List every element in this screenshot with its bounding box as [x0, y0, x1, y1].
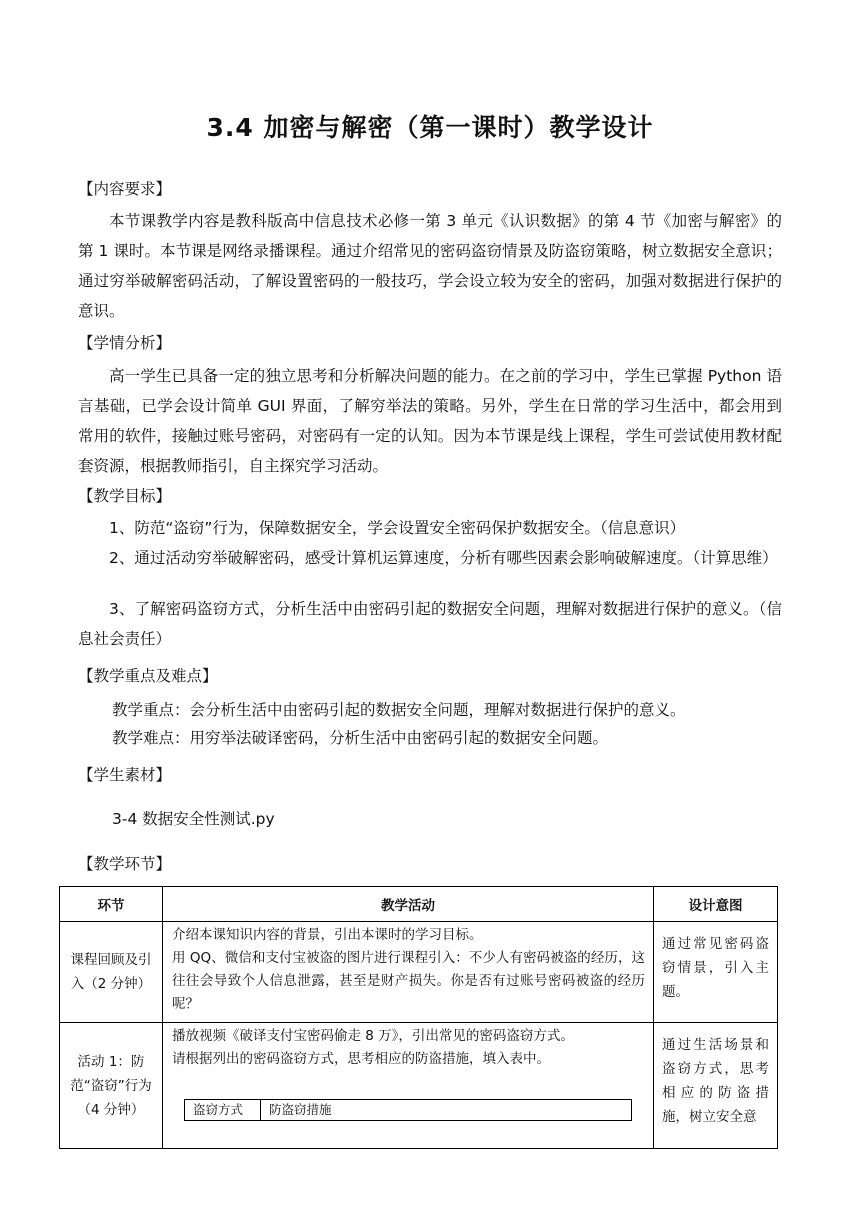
column-header-intent: 设计意图 — [654, 887, 778, 922]
teaching-difficulty: 教学难点：用穷举法破译密码，分析生活中由密码引起的数据安全问题。 — [112, 729, 609, 747]
objective-item-2: 2、通过活动穷举破解密码，感受计算机运算速度，分析有哪些因素会影响破解速度。（计算思维） — [109, 549, 778, 567]
materials-file: 3-4 数据安全性测试.py — [112, 810, 275, 828]
stage-cell: 课程回顾及引入（2 分钟） — [60, 922, 163, 1023]
teaching-steps-heading: 【教学环节】 — [78, 855, 172, 873]
inner-table-row — [185, 1100, 632, 1121]
column-header-stage: 环节 — [60, 887, 163, 922]
content-requirements-heading: 【内容要求】 — [78, 180, 172, 198]
teaching-focus: 教学重点：会分析生活中由密码引起的数据安全问题，理解对数据进行保护的意义。 — [112, 701, 686, 719]
key-points-heading: 【教学重点及难点】 — [78, 667, 218, 685]
teaching-steps-table — [59, 886, 778, 1149]
activity-cell: 介绍本课知识内容的背景，引出本课时的学习目标。 用 QQ、微信和支付宝被盗的图片进行课程引入：不少人有密码被盗的经历，这往往会导致个人信息泄露，甚至是财产损失。你是否有过账号密码被盗的经历呢？ — [163, 922, 654, 1023]
materials-heading: 【学生素材】 — [78, 766, 172, 784]
table-row — [60, 922, 778, 1023]
content-requirements-text: 本节课教学内容是教科版高中信息技术必修一第 3 单元《认识数据》的第 4 节《加密与解密》的第 1 课时。本节课是网络录播课程。通过介绍常见的密码盗窃情景及防盗窃策略，树立数据安全意识；通过穷举破解密码活动，了解设置密码的一般技巧，学会设立较为安全的密码，加强对数据进行保护的意识。 — [78, 212, 782, 320]
objectives-heading: 【教学目标】 — [78, 487, 172, 505]
inner-header-method: 盗窃方式 — [185, 1100, 261, 1121]
intent-cell: 通过生活场景和盗窃方式，思考相应的防盗措施，树立安全意 — [654, 1023, 778, 1149]
table-row — [60, 1023, 778, 1149]
inner-header-measure: 防盗窃措施 — [261, 1100, 632, 1121]
intent-cell: 通过常见密码盗窃情景，引入主题。 — [654, 922, 778, 1023]
page-title: 3.4 加密与解密（第一课时）教学设计 — [206, 113, 654, 142]
stage-cell: 活动 1：防范“盗窃”行为（4 分钟） — [60, 1023, 163, 1149]
objective-item-1: 1、防范“盗窃”行为，保障数据安全，学会设置安全密码保护数据安全。（信息意识） — [109, 519, 686, 537]
objective-item-3: 3、了解密码盗窃方式，分析生活中由密码引起的数据安全问题，理解对数据进行保护的意义。（信息社会责任） — [78, 600, 782, 648]
inner-table — [184, 1099, 632, 1121]
learner-analysis-heading: 【学情分析】 — [78, 334, 172, 352]
activity-text: 播放视频《破译支付宝密码偷走 8 万》，引出常见的密码盗窃方式。 请根据列出的密码盗窃方式，思考相应的防盗措施，填入表中。 — [172, 1028, 574, 1067]
activity-cell — [163, 1023, 654, 1149]
table-header-row — [60, 887, 778, 922]
learner-analysis-text: 高一学生已具备一定的独立思考和分析解决问题的能力。在之前的学习中，学生已掌握 Python 语言基础，已学会设计简单 GUI 界面，了解穷举法的策略。另外，学生在日常的学习生活中，都会用到常用的软件，接触过账号密码，对密码有一定的认知。因为本节课是线上课程，学生可尝试使用教材配套资源，根据教师指引，自主探究学习活动。 — [78, 367, 782, 475]
column-header-activity: 教学活动 — [163, 887, 654, 922]
